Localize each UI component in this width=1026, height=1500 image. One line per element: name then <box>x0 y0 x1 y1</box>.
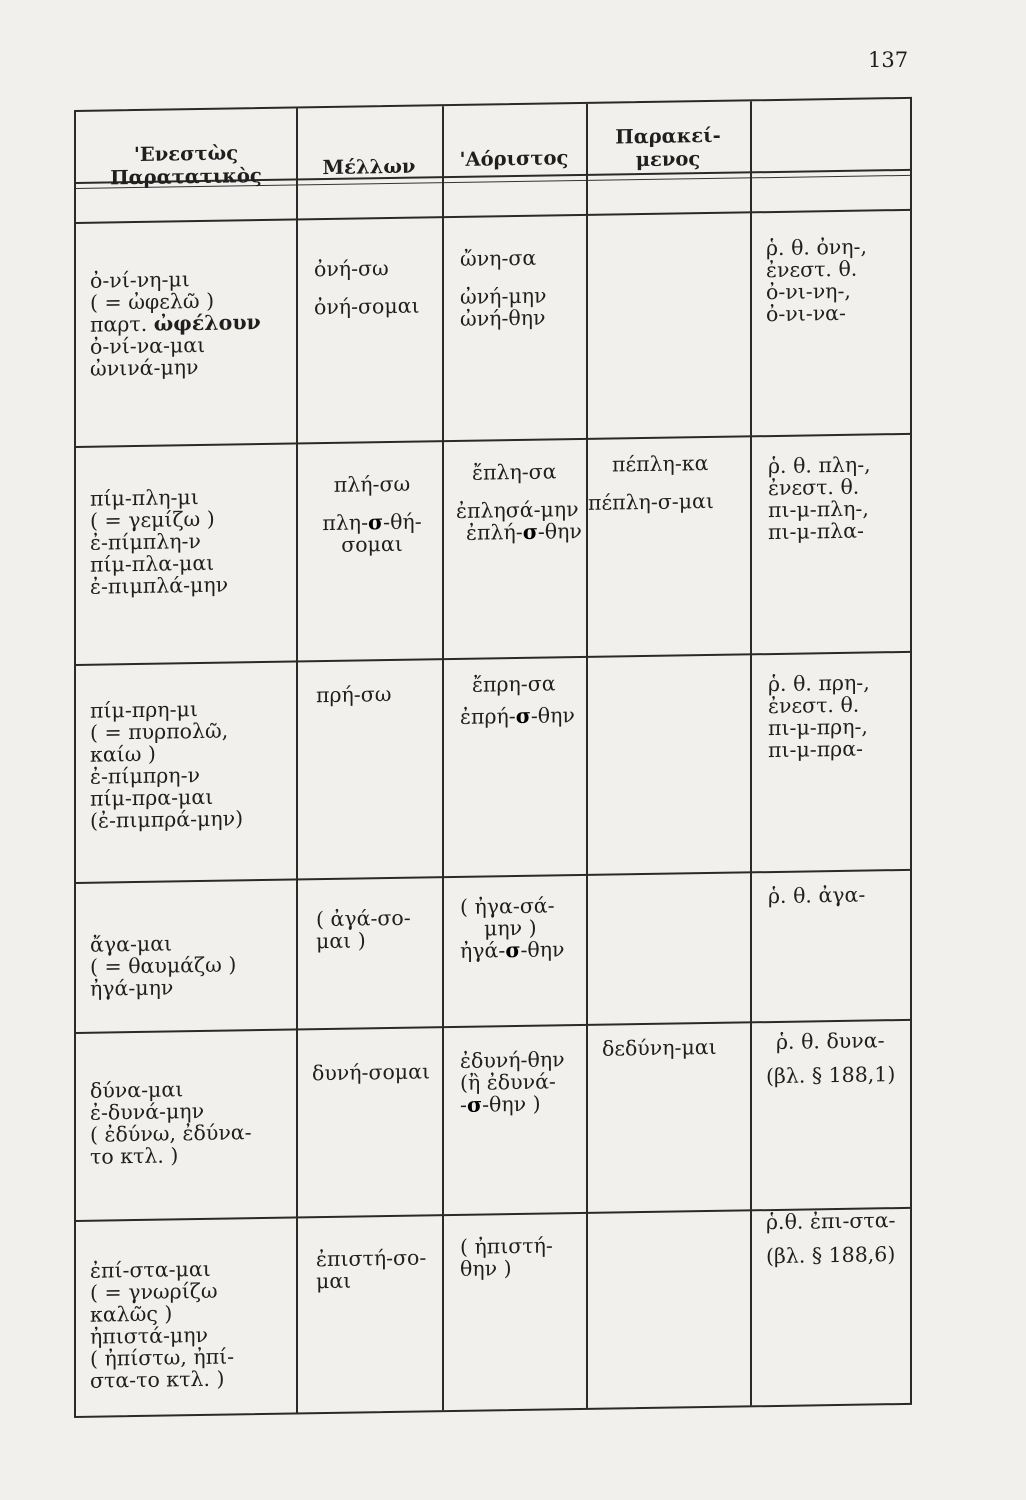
bold-sigma: σ <box>515 703 531 729</box>
form-line: μαι ) <box>316 928 366 954</box>
form-line: ( = γεμίζω ) <box>90 506 215 533</box>
aorist-cell <box>460 1048 565 1116</box>
form-line: ῥ. θ. δυνα- <box>776 1028 885 1054</box>
form-line: δεδύνη-μαι <box>602 1034 717 1061</box>
form-line: ( = θαυμάζω ) <box>90 952 237 979</box>
bold-sigma: σ <box>522 519 538 544</box>
form-line: ( = γνωρίζω <box>90 1278 218 1305</box>
form-line: (βλ. § 188,6) <box>766 1242 896 1269</box>
root-cell <box>768 884 865 908</box>
bold-sigma: σ <box>368 510 384 535</box>
form-line: σομαι <box>341 531 403 557</box>
form-line: (ἢ ἐδυνά- <box>460 1069 556 1095</box>
root-cell <box>766 236 867 326</box>
aorist-cell <box>460 672 575 728</box>
form-line: (ἐ-πιμπρά-μην) <box>90 806 244 833</box>
form-line: δυνή-σομαι <box>312 1059 431 1086</box>
form-line: πέπλη-κα <box>612 451 709 477</box>
form-line: ὠνινά-μην <box>90 355 199 381</box>
form-line: (βλ. § 188,1) <box>766 1062 896 1089</box>
form-line: -σ-θην ) <box>460 1091 541 1117</box>
form-line: ὠνή-θην <box>460 305 546 331</box>
future-cell <box>316 1246 426 1292</box>
root-cell <box>766 1029 895 1087</box>
bold-sigma: σ <box>505 937 521 963</box>
form-line: ἐνεστ. θ. <box>766 256 858 283</box>
form-line: πλή-σω <box>333 471 411 497</box>
form-line: ( ἀγά-σο- <box>316 905 411 932</box>
header-future <box>296 154 442 179</box>
form-line: ( ἠπιστή- <box>460 1233 553 1259</box>
form-line: πίμ-πλη-μι <box>90 485 199 511</box>
present-cell <box>90 1077 252 1168</box>
form-line: πι-μ-πρα- <box>768 736 863 763</box>
form-line: το κτλ. ) <box>90 1143 179 1169</box>
form-line: ἐπλησά-μην <box>456 497 579 523</box>
conjugation-table <box>74 97 912 1418</box>
header-perfect <box>586 123 750 172</box>
header-line: Παρατατικὸς <box>110 164 262 190</box>
form-line: ἐπρή-σ-θην <box>460 703 575 729</box>
form-line: ὀνή-σομαι <box>314 293 420 320</box>
form-line: ἐ-πιμπλά-μην <box>90 572 229 599</box>
form-line: ἐπλή-σ-θην <box>466 519 582 545</box>
column-divider <box>296 108 298 1412</box>
form-line: ἐδυνή-θην <box>460 1047 565 1073</box>
form-line: πίμ-πρη-μι <box>90 697 198 723</box>
aorist-cell <box>460 1234 553 1279</box>
form-line: πρή-σω <box>316 682 392 708</box>
form-line: ἔπρη-σα <box>472 671 556 697</box>
form-line: πέπλη-σ-μαι <box>588 488 714 515</box>
form-line: ὀ-νι-νη-, <box>766 278 851 305</box>
aorist-cell <box>456 460 582 544</box>
form-line: δύνα-μαι <box>90 1077 184 1103</box>
form-line: πίμ-πρα-μαι <box>90 784 214 811</box>
perfect-cell <box>602 1036 717 1060</box>
form-line: παρτ. ὠφέλουν <box>90 310 261 337</box>
future-cell <box>316 683 391 706</box>
form-line: στα-το κτλ. ) <box>90 1366 225 1393</box>
bold-sigma: σ <box>466 1092 483 1117</box>
present-cell <box>90 931 236 999</box>
future-cell <box>316 907 411 952</box>
row-divider <box>76 433 910 448</box>
header-line: 'Ενεστὼς <box>133 141 239 167</box>
root-cell <box>768 671 870 761</box>
form-line: ὠνή-μην <box>460 283 547 309</box>
bold-form: ὠφέλουν <box>153 310 261 336</box>
column-divider <box>586 104 588 1408</box>
form-line: μην ) <box>484 915 537 941</box>
aorist-cell <box>460 247 546 330</box>
future-cell <box>312 472 432 556</box>
form-line: ἐπί-στα-μαι <box>90 1256 211 1283</box>
form-line: ( = πυρπολῶ, <box>90 718 229 745</box>
form-line: θην ) <box>460 1256 512 1281</box>
header-aorist <box>442 146 586 171</box>
form-line: μαι <box>316 1268 352 1294</box>
column-divider <box>442 106 444 1410</box>
form-line: ὀ-νί-να-μαι <box>90 332 206 359</box>
future-cell <box>312 1060 430 1084</box>
form-line: πλη-σ-θή- <box>322 509 422 536</box>
aorist-cell <box>460 894 564 962</box>
header-line: 'Αόριστος <box>459 146 569 171</box>
form-line: ἐ-πίμπρη-ν <box>90 763 200 789</box>
form-line: καίω ) <box>90 741 156 767</box>
form-line: ( = ὠφελῶ ) <box>90 288 215 315</box>
form-line: ἐ-πίμπλη-ν <box>90 529 201 555</box>
form-line: ( ἠπίστω, ἠπί- <box>90 1344 235 1371</box>
form-line: ὀνή-σω <box>314 256 389 282</box>
future-cell <box>314 257 420 319</box>
present-cell <box>90 697 243 831</box>
form-line: ῥ. θ. ὀνη-, <box>766 234 867 261</box>
form-line: ( ἐδύνω, ἐδύνα- <box>90 1120 252 1147</box>
form-line: πι-μ-πλη-, <box>768 496 869 523</box>
header-line: Μέλλων <box>322 154 416 180</box>
form-line: ῥ. θ. πλη-, <box>768 452 871 479</box>
form-line: πι-μ-πλα- <box>768 518 864 545</box>
perfect-cell <box>588 452 714 514</box>
form-line: ἠπιστά-μην <box>90 1322 208 1349</box>
row-divider <box>76 869 910 884</box>
form-line: ὀ-νι-να- <box>766 300 846 327</box>
column-divider <box>750 101 752 1405</box>
form-line: πι-μ-πρη-, <box>768 714 868 741</box>
form-line: ( ἠγα-σά- <box>460 893 555 919</box>
present-cell <box>90 486 228 598</box>
present-cell <box>90 267 261 380</box>
header-line: Παρακεί- <box>615 123 721 149</box>
page-number: 137 <box>868 48 909 72</box>
form-line: ῥ. θ. πρη-, <box>768 670 870 697</box>
form-line: ὤνη-σα <box>460 245 537 271</box>
form-line: ἐνεστ. θ. <box>768 692 860 719</box>
form-line: ἐ-δυνά-μην <box>90 1098 205 1125</box>
form-line: πίμ-πλα-μαι <box>90 550 215 577</box>
form-line: ῥ. θ. ἀγα- <box>768 882 866 909</box>
header-present <box>76 141 296 190</box>
root-cell <box>768 453 871 543</box>
form-line: ἔπλη-σα <box>472 459 557 485</box>
form-line: ἠγά-μην <box>90 975 174 1001</box>
present-cell <box>90 1257 234 1391</box>
form-line: ἐπιστή-σο- <box>316 1245 427 1272</box>
header-line: μενος <box>635 147 701 172</box>
form-line: ἐνεστ. θ. <box>768 474 860 501</box>
row-divider <box>76 651 910 666</box>
form-line: ἄγα-μαι <box>90 931 173 957</box>
root-cell <box>766 1209 896 1267</box>
form-line: ῥ.θ. ἐπι-στα- <box>766 1208 896 1235</box>
header-bottom-rule <box>76 209 910 224</box>
form-line: ὀ-νί-νη-μι <box>90 267 190 293</box>
form-line: ἠγά-σ-θην <box>460 937 565 963</box>
form-line: καλῶς ) <box>90 1301 173 1327</box>
